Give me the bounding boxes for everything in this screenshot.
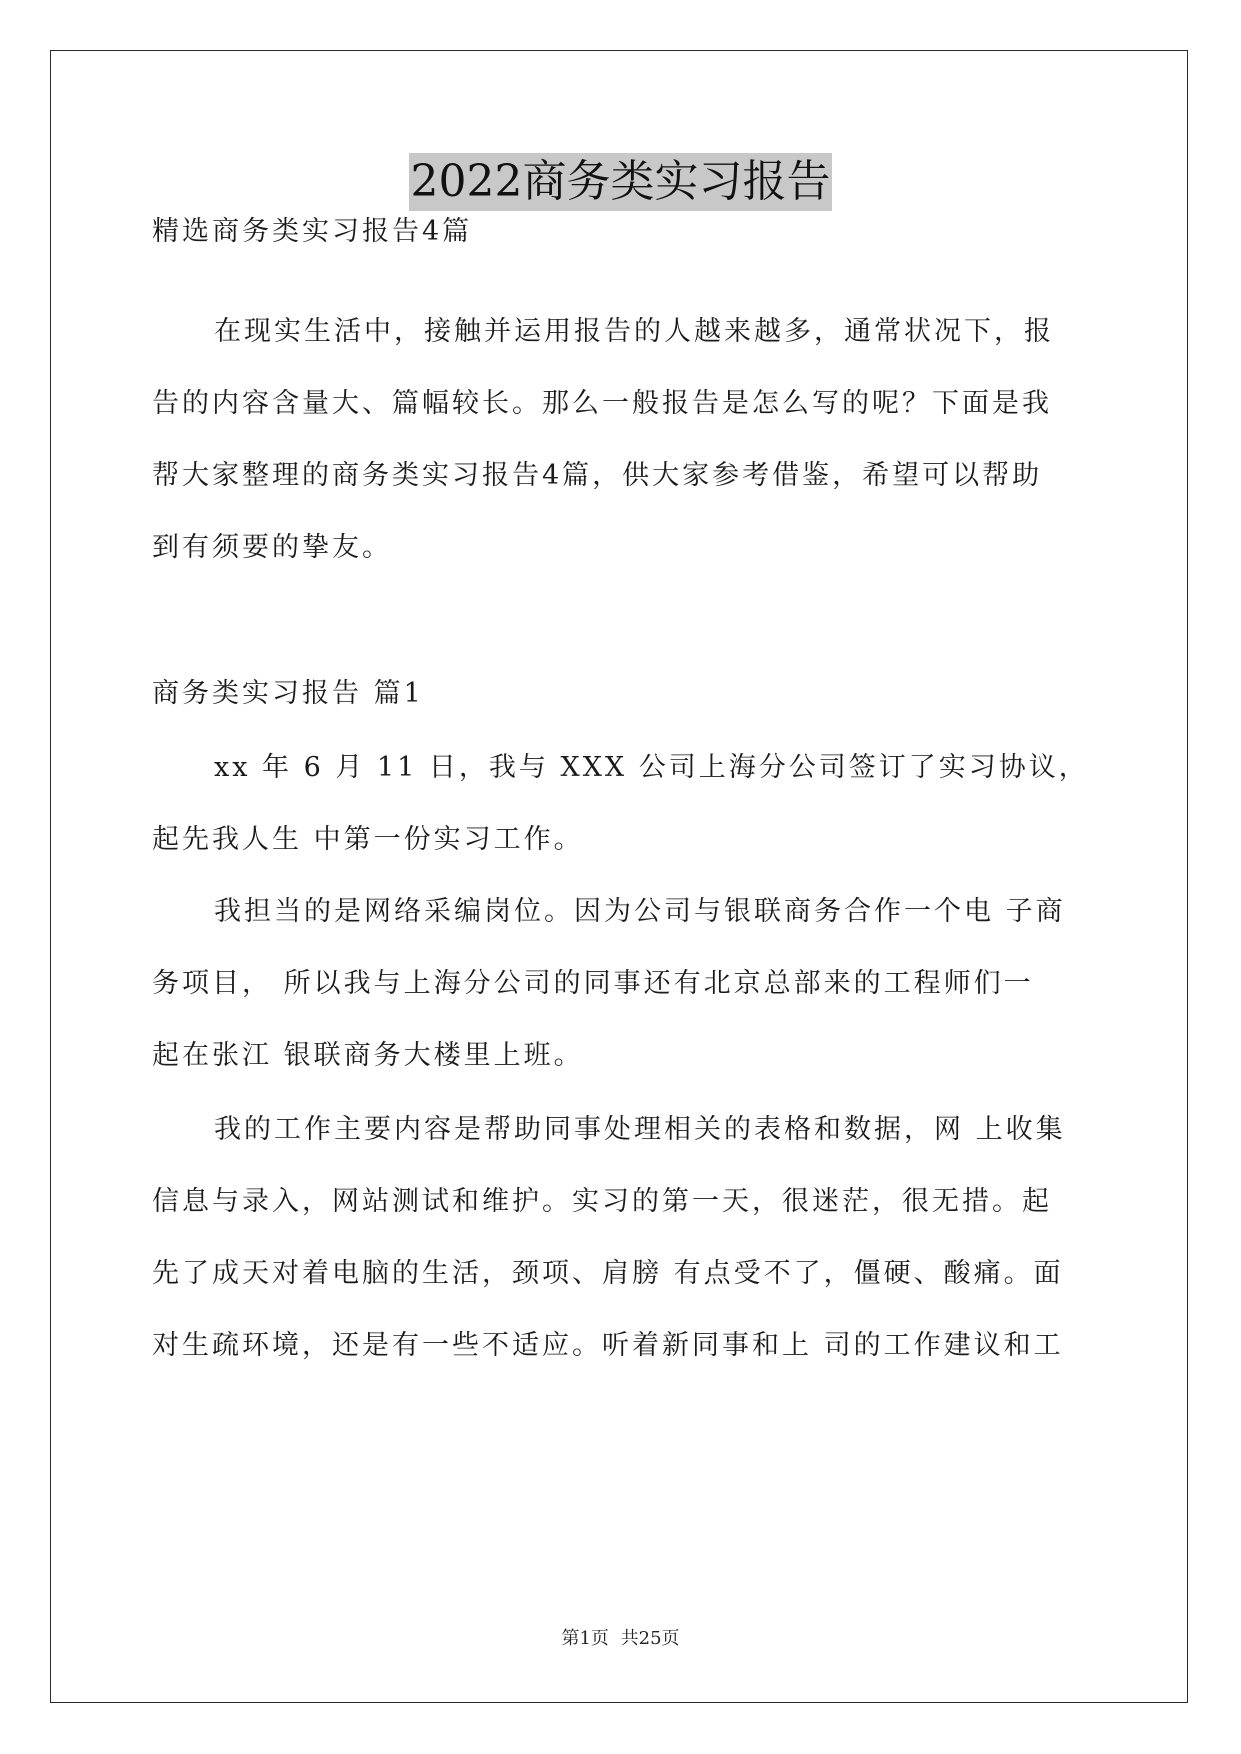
page-number-footer: 第1页 共25页 [561, 1628, 680, 1649]
subtitle: 精选商务类实习报告4篇 [152, 216, 473, 247]
body-line: 起先我人生 中第一份实习工作。 [152, 824, 584, 855]
section-heading: 商务类实习报告 篇1 [152, 678, 424, 709]
document-title-text: 2022商务类实习报告 [409, 153, 833, 211]
body-line: 起在张江 银联商务大楼里上班。 [152, 1040, 584, 1071]
body-line: 信息与录入，网站测试和维护。实习的第一天，很迷茫，很无措。起 [152, 1186, 1052, 1217]
body-line: 先了成天对着电脑的生活，颈项、肩膀 有点受不了，僵硬、酸痛。面 [152, 1258, 1064, 1289]
document-title [0, 153, 1241, 211]
body-line: 对生疏环境，还是有一些不适应。听着新同事和上 司的工作建议和工 [152, 1330, 1064, 1361]
body-line: 我的工作主要内容是帮助同事处理相关的表格和数据，网 上收集 [214, 1114, 1066, 1145]
intro-line: 到有须要的挚友。 [152, 532, 392, 563]
body-line: 务项目， 所以我与上海分公司的同事还有北京总部来的工程师们一 [152, 968, 1034, 999]
intro-line: 帮大家整理的商务类实习报告4篇，供大家参考借鉴，希望可以帮助 [152, 460, 1043, 491]
body-line: 我担当的是网络采编岗位。因为公司与银联商务合作一个电 子商 [214, 896, 1066, 927]
intro-line: 在现实生活中，接触并运用报告的人越来越多，通常状况下，报 [214, 316, 1054, 347]
page-border [50, 50, 1188, 1703]
body-line: xx 年 6 月 11 日，我与 XXX 公司上海分公司签订了实习协议， [214, 752, 1089, 783]
intro-line: 告的内容含量大、篇幅较长。那么一般报告是怎么写的呢？下面是我 [152, 388, 1052, 419]
